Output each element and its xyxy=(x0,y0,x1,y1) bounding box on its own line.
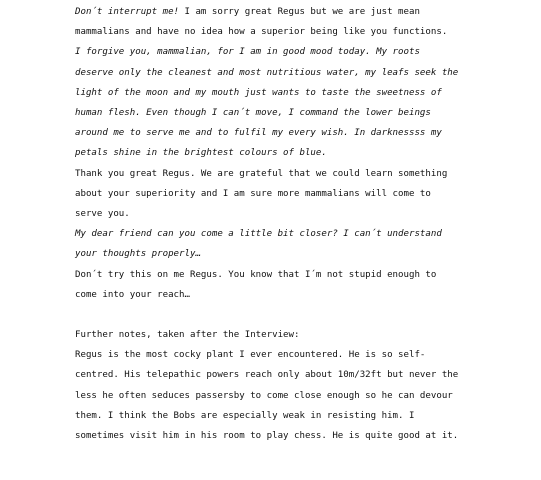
interview-line-4: My dear friend can you come a little bit closer? I can´t understand your thoughts properly… xyxy=(75,229,442,260)
section-spacer xyxy=(75,305,460,325)
document-page xyxy=(75,2,460,446)
interview-line-5: Don´t try this on me Regus. You know that I´m not stupid enough to come into your reach… xyxy=(75,269,437,300)
interview-line-1-text: I am sorry great Regus but we are just mean mammalians and have no idea how a superior being like you functions. xyxy=(75,7,448,38)
interview-line-3: Thank you great Regus. We are grateful that we could learn something about your superiority and I am sure more mammalians will come to serve you. xyxy=(75,168,448,220)
notes-heading: Further notes, taken after the Interview: xyxy=(75,330,300,341)
notes-body: Regus is the most cocky plant I ever encountered. He is so self-centred. His telepathic powers reach only about 10m/32ft but never the less he often seduces passersby to come close enough so he can devour them. I think the Bobs are especially weak in resisting him. I sometimes visit him in his room to play chess. He is quite good at it. xyxy=(75,350,459,442)
interview-line-2: I forgive you, mammalian, for I am in good mood today. My roots deserve only the cleanest and most nutritious water, my leafs seek the light of the moon and my mouth just wants to taste the sweetness of human flesh. Even though I can´t move, I command the lower beings around me to serve me and to fulfil my every wish. In darknessss my petals shine in the brightest colours of blue. xyxy=(75,47,459,159)
interview-line-1-lead: Don´t interrupt me! xyxy=(75,7,180,17)
interview-line-1 xyxy=(75,2,460,42)
